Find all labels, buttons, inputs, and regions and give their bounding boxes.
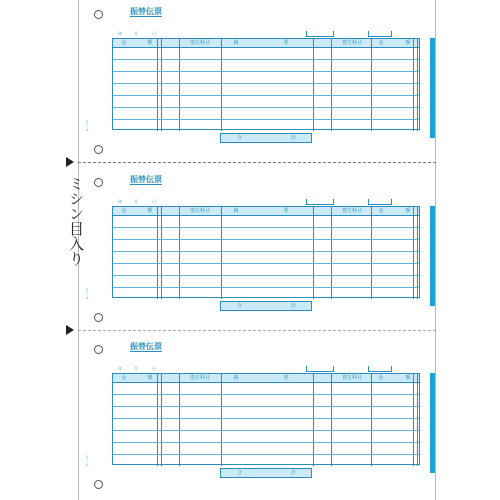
header-cell: 要 [283,375,289,381]
column-divider [221,39,222,131]
total-label: 合 [237,303,243,309]
side-color-bar [430,206,435,306]
header-cell: 額 [147,375,153,381]
column-divider [161,374,162,466]
side-color-bar [430,38,435,138]
total-row [220,301,312,311]
header-cell: 貸方科目 [341,208,362,214]
row-line [113,95,419,96]
row-line [113,275,419,276]
column-divider [371,39,372,131]
header-cell: 借方科目 [189,208,210,214]
column-divider [157,207,158,299]
column-divider [179,207,180,299]
header-cell: 金 [378,40,384,46]
header-cell: 額 [147,208,153,214]
column-divider [161,207,162,299]
header-cell: 借方科目 [189,40,210,46]
binder-hole-icon [94,313,103,322]
column-divider [313,39,314,131]
table-header [113,207,419,216]
slip-side-label: リース [85,120,90,132]
total-label: 合 [237,135,243,141]
perforation-label: ミシン目入り [67,176,85,266]
column-divider [331,39,332,131]
side-color-bar [430,373,435,473]
transfer-slip [78,335,436,495]
row-line [113,83,419,84]
header-cell: 額 [405,40,411,46]
binder-hole-icon [94,10,103,19]
slip-title: 振替伝票 [130,175,162,184]
total-row [220,468,312,478]
binder-hole-icon [94,480,103,489]
date-mark: 月 [134,31,138,36]
row-line [113,71,419,72]
transfer-slip [78,168,436,328]
total-label: 計 [291,303,297,309]
date-mark: 日 [152,31,156,36]
column-divider [331,374,332,466]
column-divider [313,207,314,299]
column-divider [413,207,414,299]
journal-table [112,206,420,298]
row-line [113,107,419,108]
transfer-slip [78,0,436,160]
binder-hole-icon [94,145,103,154]
row-line [113,59,419,60]
header-cell: 金 [121,40,127,46]
row-line [113,442,419,443]
header-cell: 額 [147,40,153,46]
row-line [113,251,419,252]
header-cell: 金 [121,375,127,381]
date-mark: 年 [118,199,122,204]
stamp-box [306,199,334,205]
row-line [113,394,419,395]
row-line [113,454,419,455]
column-divider [331,207,332,299]
row-line [113,263,419,264]
row-line [113,418,419,419]
slip-title: 振替伝票 [130,7,162,16]
row-line [113,119,419,120]
column-divider [157,39,158,131]
stamp-box [368,366,392,372]
row-line [113,239,419,240]
table-header [113,374,419,383]
column-divider [313,374,314,466]
row-line [113,287,419,288]
date-mark: 年 [118,31,122,36]
perforation-line [78,330,436,331]
column-divider [157,374,158,466]
header-cell: 摘 [233,208,239,214]
row-line [113,430,419,431]
journal-table [112,373,420,465]
header-cell: 金 [378,375,384,381]
date-mark: 日 [152,366,156,371]
header-cell: 金 [121,208,127,214]
header-cell: 要 [283,40,289,46]
column-divider [371,374,372,466]
column-divider [221,374,222,466]
binder-hole-icon [94,178,103,187]
header-cell: 金 [378,208,384,214]
perforation-line [78,162,436,163]
stamp-box [306,366,334,372]
date-mark: 年 [118,366,122,371]
slip-title: 振替伝票 [130,342,162,351]
date-mark: 月 [134,366,138,371]
date-mark: 日 [152,199,156,204]
slip-side-label: リース [85,455,90,467]
total-row [220,133,312,143]
header-cell: 貸方科目 [341,40,362,46]
header-cell: 額 [405,375,411,381]
total-label: 合 [237,470,243,476]
table-header [113,39,419,48]
column-divider [417,374,418,466]
header-cell: 摘 [233,375,239,381]
total-label: 計 [291,470,297,476]
header-cell: 借方科目 [189,375,210,381]
column-divider [371,207,372,299]
journal-table [112,38,420,130]
header-cell: 貸方科目 [341,375,362,381]
header-cell: 摘 [233,40,239,46]
binder-hole-icon [94,345,103,354]
stamp-box [368,31,392,37]
column-divider [413,374,414,466]
column-divider [179,374,180,466]
column-divider [417,39,418,131]
header-cell: 額 [405,208,411,214]
column-divider [179,39,180,131]
total-label: 計 [291,135,297,141]
row-line [113,227,419,228]
row-line [113,406,419,407]
column-divider [161,39,162,131]
slip-side-label: リース [85,288,90,300]
column-divider [417,207,418,299]
perforation-arrow-icon [66,325,74,335]
column-divider [221,207,222,299]
date-mark: 月 [134,199,138,204]
column-divider [413,39,414,131]
stamp-box [368,199,392,205]
stamp-box [306,31,334,37]
header-cell: 要 [283,208,289,214]
perforation-arrow-icon [66,157,74,167]
